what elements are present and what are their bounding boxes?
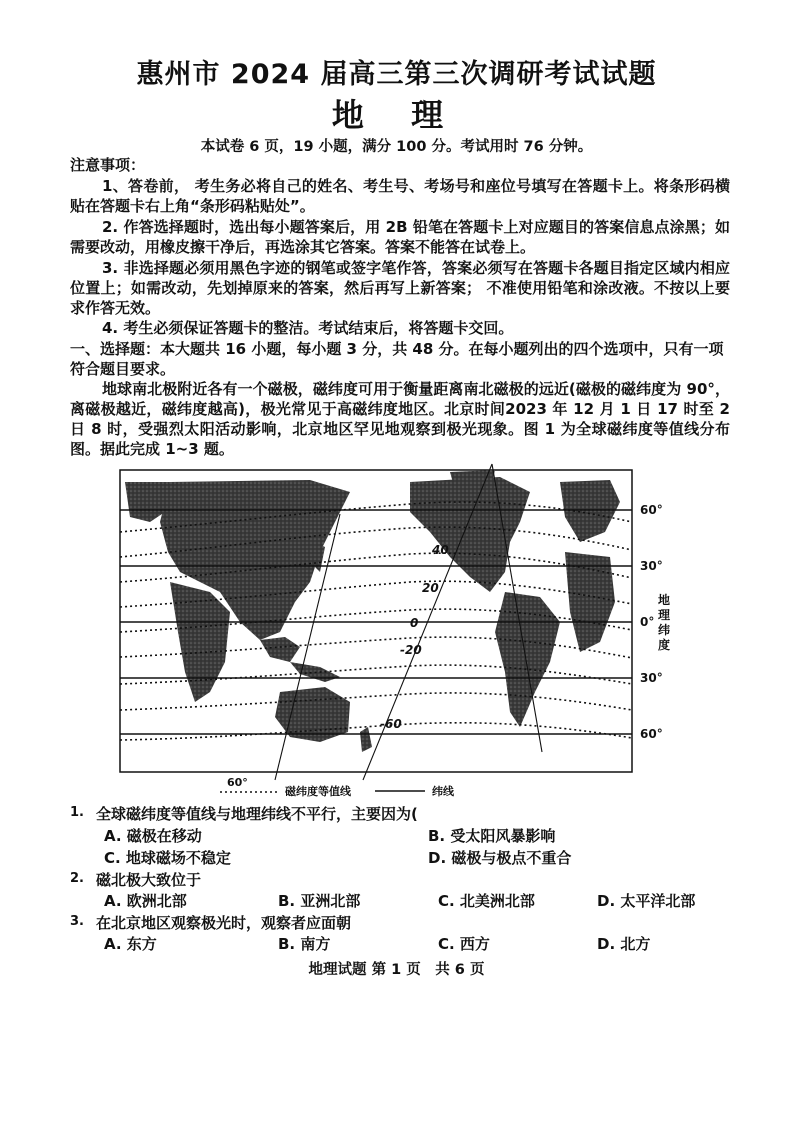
passage: 地球南北极附近各有一个磁极，磁纬度可用于衡量距离南北磁极的远近(磁极的磁纬度为 90°，离磁极越近，磁纬度越高)，极光常见于高磁纬度地区。北京时间2023 年 12 月 1 日 17 时至 2 日 8 时，受强烈太阳活动影响，北京地区罕见地观察到极光现象。图 1 为全球磁纬度等值线分布图。据此完成 1~3 题。: [70, 380, 730, 458]
question-2-option-d: D. 太平洋北部: [597, 892, 696, 910]
notice-item-2: 2. 作答选择题时，选出每小题答案后，用 2B 铅笔在答题卡上对应题目的答案信息点涂黑；如需要改动，用橡皮擦干净后，再选涂其它答案。答案不能答在试卷上。: [70, 218, 730, 256]
question-1-stem: 全球磁纬度等值线与地理纬线不平行，主要因为(: [96, 805, 418, 823]
axis-label-char-3: 纬: [658, 623, 671, 637]
notice-item-3: 3. 非选择题必须用黑色字迹的钢笔或签字笔作答，答案必须写在答题卡各题目指定区域内相应位置上；如需改动，先划掉原来的答案，然后再写上新答案； 不准使用铅笔和涂改液。不按以上要求作答无效。: [70, 259, 730, 317]
notice-item-4: 4. 考生必须保证答题卡的整洁。考试结束后，将答题卡交回。: [102, 319, 514, 337]
legend-sample-label: 60°: [227, 776, 248, 789]
lat-label-30n: 30°: [640, 559, 663, 573]
axis-label-char-1: 地: [658, 593, 671, 607]
page-footer: 地理试题 第 1 页 共 6 页: [308, 962, 485, 978]
axis-label-char-4: 度: [658, 638, 671, 652]
question-1-option-d: D. 磁极与极点不重合: [428, 849, 572, 867]
mag-label-20: 20: [422, 581, 439, 595]
question-3-option-d: D. 北方: [597, 935, 651, 953]
question-3-number: 3.: [70, 914, 84, 929]
question-1-option-b: B. 受太阳风暴影响: [428, 827, 556, 845]
exam-title: 惠州市 2024 届高三第三次调研考试试题: [136, 59, 657, 90]
exam-meta: 本试卷 6 页，19 小题，满分 100 分。考试用时 76 分钟。: [200, 139, 593, 155]
section-heading: 一、选择题：本大题共 16 小题，每小题 3 分，共 48 分。在每小题列出的四个选项中，只有一项符合题目要求。: [70, 340, 724, 378]
legend-dotted-label: 磁纬度等值线: [285, 785, 351, 798]
question-2-stem: 磁北极大致位于: [96, 871, 202, 889]
question-1-number: 1.: [70, 805, 84, 820]
mag-label-neg60: -60: [380, 717, 402, 731]
question-3-option-c: C. 西方: [438, 935, 490, 953]
map-legend: [220, 776, 455, 798]
mag-label-40: 40: [432, 543, 449, 557]
question-2-number: 2.: [70, 871, 84, 886]
lat-label-30s: 30°: [640, 671, 663, 685]
mag-label-neg20: -20: [400, 643, 422, 657]
lat-label-60n: 60°: [640, 503, 663, 517]
question-3-option-a: A. 东方: [104, 935, 157, 953]
question-2-option-b: B. 亚洲北部: [278, 892, 361, 910]
question-3-option-b: B. 南方: [278, 935, 331, 953]
lat-label-60s: 60°: [640, 727, 663, 741]
lat-label-0: 0°: [640, 615, 655, 629]
mag-label-0: 0: [410, 616, 419, 630]
notice-item-1: 1、答卷前， 考生务必将自己的姓名、考生号、考场号和座位号填写在答题卡上。将条形码横贴在答题卡右上角“条形码粘贴处”。: [70, 177, 730, 215]
question-1-option-c: C. 地球磁场不稳定: [104, 849, 231, 867]
legend-solid-label: 纬线: [432, 785, 454, 798]
question-1-option-a: A. 磁极在移动: [104, 827, 202, 845]
question-2-option-a: A. 欧洲北部: [104, 892, 187, 910]
axis-label-char-2: 理: [658, 608, 671, 622]
subject-title: 地 理: [331, 96, 462, 134]
question-3-stem: 在北京地区观察极光时，观察者应面朝: [96, 914, 352, 932]
question-2-option-c: C. 北美洲北部: [438, 892, 535, 910]
magnetic-latitude-map: [110, 462, 700, 802]
notice-heading: 注意事项：: [70, 156, 146, 174]
